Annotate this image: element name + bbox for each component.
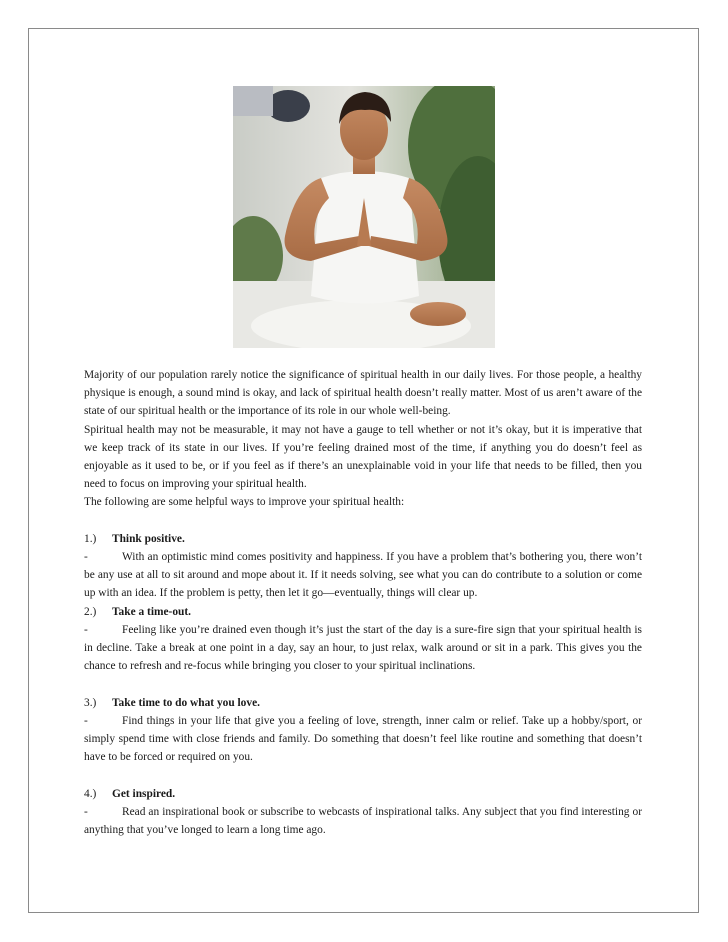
tip-number: 3.) (84, 696, 97, 709)
tip-title: Think positive. (112, 532, 185, 545)
tip-title: Take time to do what you love. (112, 696, 260, 709)
tip-heading (84, 603, 642, 621)
tip-number: 4.) (84, 787, 97, 800)
tip-text: Read an inspirational book or subscribe to webcasts of inspirational talks. Any subject that you find interesting or anything that you’ve longed to learn a long time ago. (84, 805, 642, 837)
tip-heading (84, 785, 642, 803)
tip-body (84, 712, 642, 767)
dash-bullet: - (84, 551, 88, 564)
meditating-man-image (233, 86, 495, 348)
intro-paragraph-3: The following are some helpful ways to improve your spiritual health: (84, 496, 405, 509)
tip-number: 2.) (84, 605, 97, 618)
tip-text: Feeling like you’re drained even though it’s just the start of the day is a sure-fire sign that your spiritual health is in decline. Take a break at one point in a day, say an hour, to just relax, walk around or sit in a park. This gives you the chance to refresh and re-focus while bringing you closer to your spiritual inclinations. (84, 623, 642, 673)
dash-bullet: - (84, 714, 88, 727)
tip-title: Get inspired. (112, 787, 176, 800)
tip-heading (84, 530, 642, 548)
tip-body (84, 548, 642, 603)
tip-body (84, 621, 642, 676)
tip-body (84, 803, 642, 839)
intro-paragraph-1: Majority of our population rarely notice the significance of spiritual health in our daily lives. For those people, a healthy physique is enough, a sound mind is okay, and lack of spiritual health doesn’t really matter. Most of us aren’t aware of the state of our spiritual health or the importance of its role in our whole well-being. (84, 369, 642, 418)
article-body (84, 366, 642, 839)
tip-heading (84, 694, 642, 712)
meditation-photo (233, 86, 495, 348)
tip-number: 1.) (84, 532, 97, 545)
intro-paragraph-2: Spiritual health may not be measurable, it may not have a gauge to tell whether or not it’s okay, but it is imperative that we keep track of its state in our lives. If you’re feeling drained most of the time, if anything you do doesn’t feel as enjoyable as it used to be, or if you feel as if there’s an unexplainable void in your life that needs to be filled, then you need to focus on improving your spiritual health. (84, 423, 642, 491)
tip-text: With an optimistic mind comes positivity and happiness. If you have a problem that’s bothering you, there won’t be any use at all to sit around and mope about it. If it needs solving, see what you can do contribute to a solution or come up with an idea. If the problem is petty, then let it go—eventually, things will clear up. (84, 551, 642, 600)
dash-bullet: - (84, 805, 88, 818)
tip-title: Take a time-out. (112, 605, 191, 618)
tip-text: Find things in your life that give you a feeling of love, strength, inner calm or relief. Take up a hobby/sport, or simply spend time with close friends and family. Do something that doesn’t feel like routine and something that doesn’t have to be forced or required on you. (84, 714, 642, 764)
dash-bullet: - (84, 623, 88, 636)
